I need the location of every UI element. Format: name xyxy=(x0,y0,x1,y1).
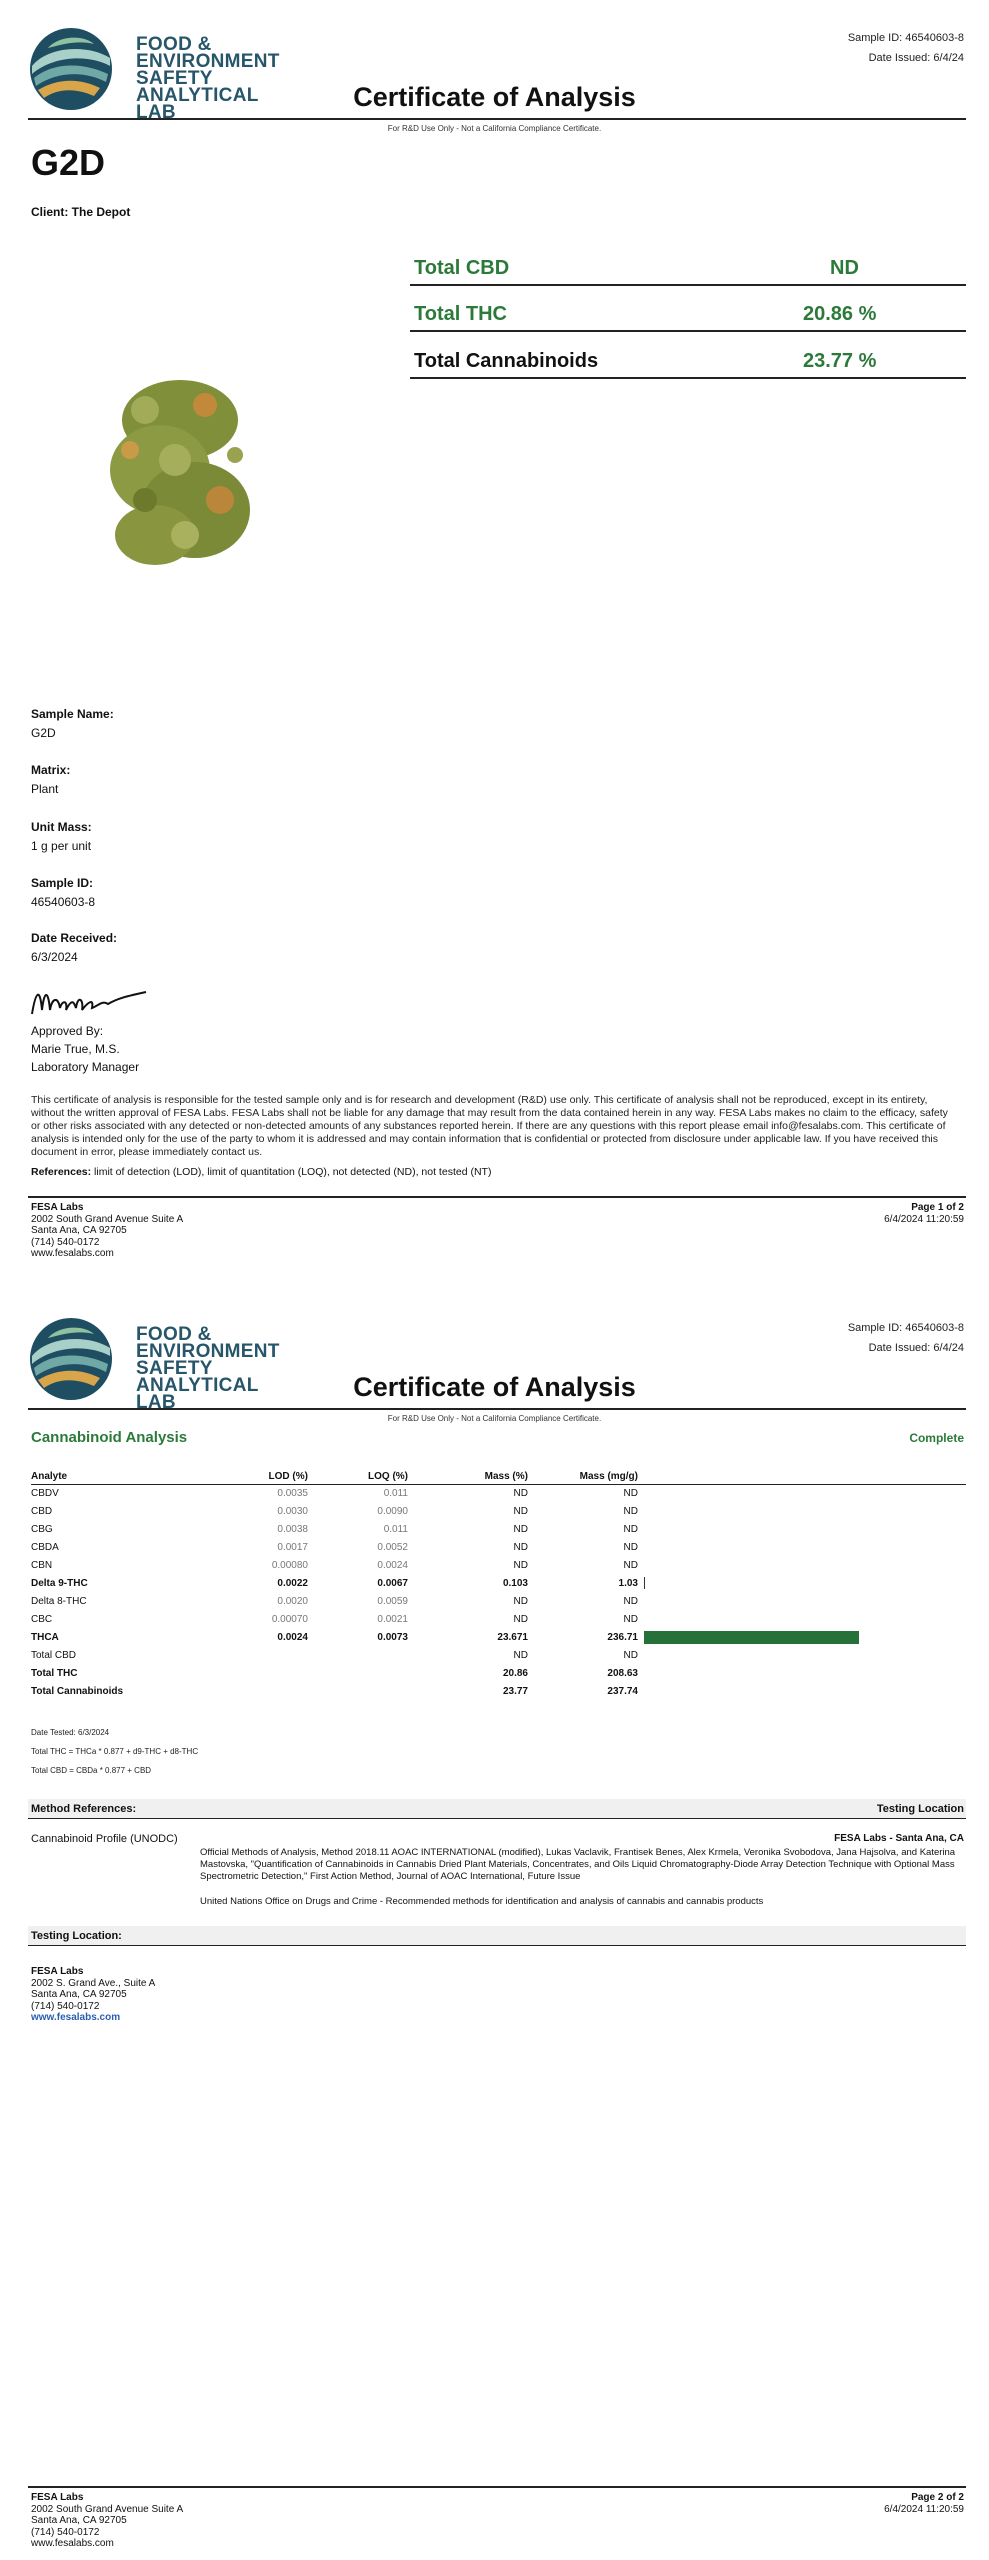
cell-loq xyxy=(308,1646,408,1664)
page-2-footer: FESA Labs 2002 South Grand Avenue Suite A Santa Ana, CA 92705 (714) 540-0172 www.fesalabs.com Page 2 of 2 6/4/2024 11:20:59 xyxy=(28,2486,966,2488)
cell-bar xyxy=(638,1592,966,1610)
method-reference-text-2: United Nations Office on Drugs and Crime - Recommended methods for identification and analysis of cannabis and cannabis products xyxy=(200,1896,764,1907)
table-row xyxy=(31,1664,966,1682)
cell-mass-mg: ND xyxy=(623,1505,638,1517)
field-matrix: Matrix: Plant xyxy=(31,763,71,796)
cell-mass-pct: ND xyxy=(513,1595,528,1607)
col-lod: LOD (%) xyxy=(161,1466,308,1484)
cell-mass-mg: 237.74 xyxy=(607,1685,638,1697)
sample-id: Sample ID: 46540603-8 xyxy=(847,32,964,44)
client-name: Client: The Depot xyxy=(31,205,131,219)
cell-mass-mg: ND xyxy=(623,1613,638,1625)
cell-bar xyxy=(638,1538,966,1556)
cell-lod: 0.0024 xyxy=(277,1631,308,1643)
cell-mass-mg: 208.63 xyxy=(607,1667,638,1679)
cell-bar xyxy=(638,1610,966,1628)
cell-lod: 0.0030 xyxy=(277,1505,308,1517)
col-loq: LOQ (%) xyxy=(308,1466,408,1484)
cell-mass-mg: ND xyxy=(623,1649,638,1661)
header-meta xyxy=(848,28,964,68)
disclaimer-text: This certificate of analysis is responsible for the tested sample only and is for research and development (R&D) use only. This certificate of analysis shall not be reproduced, except in its entirety, without the written approval of FESA Labs. FESA Labs shall not be liable for any damage that may result from the data contained herein in any way. FESA Labs makes no claim to the efficacy, safety or other risks associated with any detected or non-detected amounts of any substances reported herein. If there are any questions with this report please email info@fesalabs.com. This certificate of analysis is intended only for the use of the party to whom it is addressed and may contain information that is confidential or protected from disclosure under applicable law. If you have received this document in error, please immediately contact us. xyxy=(31,1094,948,1158)
cell-mass-pct: 0.103 xyxy=(502,1577,528,1589)
cell-lod xyxy=(161,1646,308,1664)
mass-bar xyxy=(644,1577,645,1589)
cell-lod: 0.0035 xyxy=(277,1487,308,1499)
field-sample-name: Sample Name: G2D xyxy=(31,707,114,740)
cell-mass-pct: ND xyxy=(513,1541,528,1553)
col-mass-mg: Mass (mg/g) xyxy=(528,1466,638,1484)
method-reference-text: Official Methods of Analysis, Method 2018.11 AOAC INTERNATIONAL (modified), Lukas Vaclavik, Frantisek Benes, Alex Krmela, Veronika Svobodova, Jana Hajsolva, and Katerina Mastovska, "Quantification of Cannabinoids in Cannabis Dried Plant Materials, Concentrates, and Oils Liquid Chromatography-Diode Array Detection Technique with Optional Mass Spectrometric Detection," First Action Method, Journal of AOAC International, Future Issue xyxy=(200,1847,956,1882)
calculation-notes xyxy=(31,1723,198,1780)
table-row xyxy=(31,1592,966,1610)
total-cbd-formula: Total CBD = CBDa * 0.877 + CBD xyxy=(31,1766,152,1775)
cell-loq: 0.011 xyxy=(383,1523,408,1535)
table-row xyxy=(31,1538,966,1556)
cannabinoid-table xyxy=(31,1466,966,1700)
header-divider xyxy=(28,1408,966,1410)
cell-mass-pct: ND xyxy=(513,1649,528,1661)
cell-analyte: Total Cannabinoids xyxy=(31,1685,124,1697)
cell-mass-pct: 20.86 xyxy=(502,1667,528,1679)
cell-lod: 0.0020 xyxy=(277,1595,308,1607)
summary-value: 23.77 % xyxy=(803,350,877,372)
method-references-band: Method References: Testing Location xyxy=(28,1799,966,1819)
page-title: Certificate of Analysis xyxy=(353,82,636,112)
cell-loq xyxy=(308,1682,408,1700)
cell-mass-pct: ND xyxy=(513,1559,528,1571)
date-issued: Date Issued: 6/4/24 xyxy=(868,1342,964,1354)
cell-lod: 0.0022 xyxy=(277,1577,308,1589)
header-note: For R&D Use Only - Not a California Compliance Certificate. xyxy=(387,124,602,133)
cell-bar xyxy=(638,1628,966,1646)
summary-label: Total THC xyxy=(414,303,507,325)
cell-lod xyxy=(161,1664,308,1682)
cell-analyte: CBD xyxy=(31,1505,53,1517)
summary-label: Total Cannabinoids xyxy=(414,350,599,372)
cell-bar xyxy=(638,1664,966,1682)
cell-mass-mg: ND xyxy=(623,1541,638,1553)
cell-mass-mg: ND xyxy=(623,1559,638,1571)
cell-mass-pct: ND xyxy=(513,1523,528,1535)
summary-label: Total CBD xyxy=(414,257,510,279)
print-datetime: 6/4/2024 11:20:59 xyxy=(884,2503,964,2515)
field-unit-mass: Unit Mass: 1 g per unit xyxy=(31,820,92,853)
cell-loq: 0.0021 xyxy=(377,1613,408,1625)
cannabinoid-rows xyxy=(31,1484,966,1700)
cell-loq xyxy=(308,1664,408,1682)
cell-lod: 0.0017 xyxy=(277,1541,308,1553)
table-row xyxy=(31,1628,966,1646)
status-badge: Complete xyxy=(909,1431,964,1445)
cell-analyte: Total THC xyxy=(31,1667,78,1679)
cell-lod: 0.00070 xyxy=(271,1613,308,1625)
cell-analyte: CBDV xyxy=(31,1487,59,1499)
table-row xyxy=(31,1520,966,1538)
cell-mass-pct: 23.77 xyxy=(502,1685,528,1697)
cell-analyte: CBN xyxy=(31,1559,53,1571)
cell-lod: 0.00080 xyxy=(271,1559,308,1571)
field-date-received: Date Received: 6/3/2024 xyxy=(31,931,118,964)
testing-location-band: Testing Location: xyxy=(28,1926,966,1946)
table-row xyxy=(31,1610,966,1628)
col-analyte: Analyte xyxy=(31,1466,161,1484)
cell-mass-pct: ND xyxy=(513,1487,528,1499)
cell-loq: 0.0090 xyxy=(377,1505,408,1517)
summary-row-total-thc xyxy=(410,296,966,332)
table-row xyxy=(31,1484,966,1502)
approver-title: Laboratory Manager xyxy=(31,1060,140,1074)
coa-page-2 xyxy=(0,1290,989,2560)
cell-analyte: Total CBD xyxy=(31,1649,77,1661)
approver-name: Marie True, M.S. xyxy=(31,1042,120,1056)
date-issued: Date Issued: 6/4/24 xyxy=(868,52,964,64)
table-row xyxy=(31,1574,966,1592)
cell-analyte: CBC xyxy=(31,1613,53,1625)
cell-mass-pct: ND xyxy=(513,1613,528,1625)
cell-analyte: CBDA xyxy=(31,1541,59,1553)
header-note: For R&D Use Only - Not a California Compliance Certificate. xyxy=(387,1414,602,1423)
cell-bar xyxy=(638,1502,966,1520)
cell-loq: 0.0052 xyxy=(377,1541,408,1553)
page-title: Certificate of Analysis xyxy=(353,1372,636,1402)
cell-analyte: THCA xyxy=(31,1631,59,1643)
cell-analyte: CBG xyxy=(31,1523,53,1535)
cell-mass-mg: ND xyxy=(623,1595,638,1607)
cell-loq: 0.0073 xyxy=(377,1631,408,1643)
testing-location-address: FESA Labs 2002 S. Grand Ave., Suite A Santa Ana, CA 92705 (714) 540-0172 www.fesalabs.com xyxy=(31,1966,156,2023)
page-1-footer: FESA Labs 2002 South Grand Avenue Suite A Santa Ana, CA 92705 (714) 540-0172 www.fesalabs.com Page 1 of 2 6/4/2024 11:20:59 xyxy=(28,1196,966,1198)
cell-mass-pct: 23.671 xyxy=(497,1631,528,1643)
product-name: G2D xyxy=(31,142,106,183)
field-sample-id: Sample ID: 46540603-8 xyxy=(31,876,96,909)
signature xyxy=(28,980,158,1022)
cell-loq: 0.0067 xyxy=(377,1577,408,1589)
page-number: Page 1 of 2 xyxy=(911,1202,964,1213)
cell-loq: 0.011 xyxy=(383,1487,408,1499)
cell-loq: 0.0024 xyxy=(377,1559,408,1571)
cell-mass-mg: ND xyxy=(623,1523,638,1535)
cell-bar xyxy=(638,1520,966,1538)
table-row xyxy=(31,1556,966,1574)
cell-mass-mg: 236.71 xyxy=(607,1631,638,1643)
fesa-logo-text: FOOD & ENVIRONMENT SAFETY ANALYTICAL LAB xyxy=(136,1324,280,1413)
print-datetime: 6/4/2024 11:20:59 xyxy=(884,1213,964,1225)
fesa-logo-text: FOOD & ENVIRONMENT SAFETY ANALYTICAL LAB xyxy=(136,34,280,123)
approved-by-label: Approved By: xyxy=(31,1024,104,1038)
col-bar xyxy=(638,1466,966,1484)
cell-mass-pct: ND xyxy=(513,1505,528,1517)
header-meta xyxy=(848,1318,964,1358)
cell-mass-mg: ND xyxy=(623,1487,638,1499)
mass-bar xyxy=(644,1631,859,1644)
cell-bar xyxy=(638,1646,966,1664)
header-divider xyxy=(28,118,966,120)
method-name: Cannabinoid Profile (UNODC) xyxy=(31,1833,178,1845)
cell-bar xyxy=(638,1574,966,1592)
method-location: FESA Labs - Santa Ana, CA xyxy=(834,1833,964,1844)
table-row xyxy=(31,1502,966,1520)
table-header xyxy=(31,1466,966,1484)
summary-row-total-cbd xyxy=(410,250,966,286)
table-row xyxy=(31,1682,966,1700)
approval-block xyxy=(31,1022,139,1076)
cell-analyte: Delta 9-THC xyxy=(31,1577,88,1589)
cell-bar xyxy=(638,1556,966,1574)
cell-bar xyxy=(638,1484,966,1502)
cell-mass-mg: 1.03 xyxy=(618,1577,638,1589)
date-tested: Date Tested: 6/3/2024 xyxy=(31,1728,110,1737)
sample-id: Sample ID: 46540603-8 xyxy=(847,1322,964,1334)
references: References: limit of detection (LOD), limit of quantitation (LOQ), not detected (ND), not tested (NT) xyxy=(31,1166,492,1178)
table-row xyxy=(31,1646,966,1664)
website-link[interactable]: www.fesalabs.com xyxy=(31,2012,121,2023)
total-thc-formula: Total THC = THCa * 0.877 + d9-THC + d8-THC xyxy=(31,1747,199,1756)
section-title: Cannabinoid Analysis xyxy=(31,1429,188,1446)
summary-value: 20.86 % xyxy=(803,303,877,325)
col-mass-pct: Mass (%) xyxy=(408,1466,528,1484)
product-photo xyxy=(85,360,265,580)
summary-value: ND xyxy=(830,257,859,279)
cell-lod xyxy=(161,1682,308,1700)
page-number: Page 2 of 2 xyxy=(911,2492,964,2503)
cell-analyte: Delta 8-THC xyxy=(31,1595,87,1607)
summary-row-total-cannabinoids xyxy=(410,343,966,379)
cell-bar xyxy=(638,1682,966,1700)
cell-loq: 0.0059 xyxy=(377,1595,408,1607)
cell-lod: 0.0038 xyxy=(277,1523,308,1535)
